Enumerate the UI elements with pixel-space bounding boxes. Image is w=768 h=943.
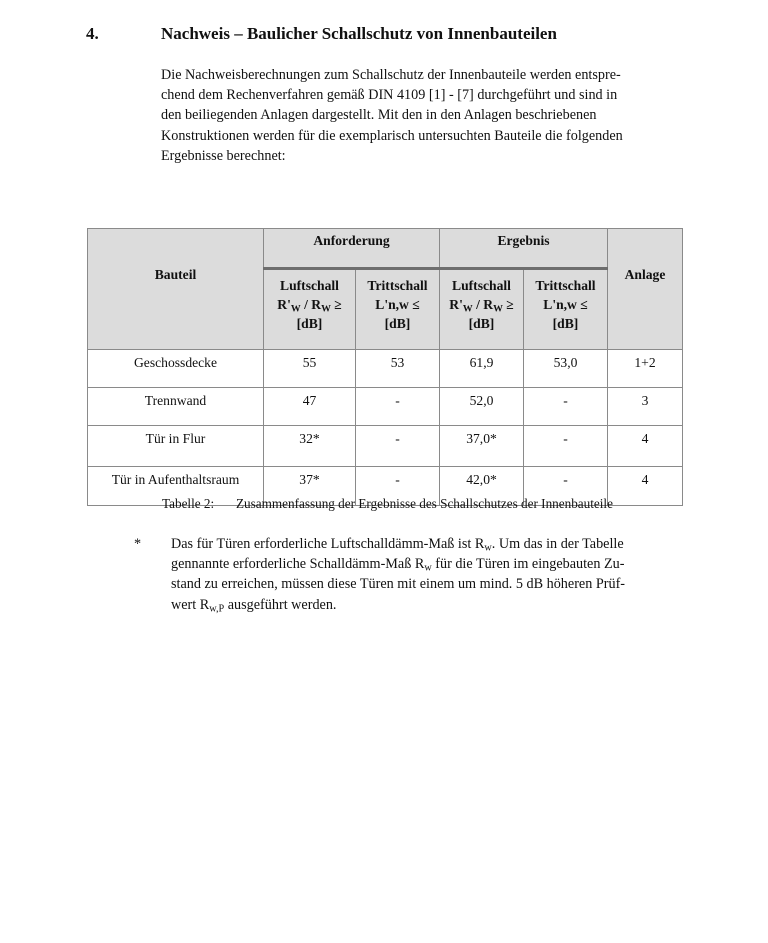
- intro-line: den beiliegenden Anlagen dargestellt. Mit den in den Anlagen beschriebenen: [161, 107, 597, 124]
- table-row: [88, 350, 683, 388]
- cell-bauteil: Tür in Aufenthaltsraum: [88, 467, 264, 506]
- cell-bauteil: Trennwand: [88, 388, 264, 426]
- cell-bauteil: Geschossdecke: [88, 350, 264, 388]
- header-anforderung: Anforderung: [264, 229, 440, 269]
- footnote-marker: *: [134, 536, 142, 552]
- intro-line: chend dem Rechenverfahren gemäß DIN 4109 [1] - [7] durchgeführt und sind in: [161, 87, 618, 104]
- footnote-line: wert $R_{w,P}$ ausgeführt werden.: [171, 596, 337, 615]
- cell-anf-luftschall: 32*: [264, 426, 356, 467]
- cell-anlage: 4: [608, 467, 683, 506]
- header-anlage: Anlage: [608, 229, 683, 350]
- header-anf-trittschall: [356, 269, 440, 350]
- header-trittschall-label: Trittschall: [367, 278, 428, 293]
- header-trittschall-unit: L'n,w ≤: [375, 297, 420, 312]
- table-caption: [162, 495, 613, 513]
- cell-erg-luftschall: 37,0*: [440, 426, 524, 467]
- section-title: Nachweis – Baulicher Schallschutz von Innenbauteilen: [161, 24, 557, 43]
- section-number: 4.: [86, 24, 99, 43]
- header-luftschall-unit: $R'_W / R_W$ ≥: [277, 297, 342, 315]
- caption-label: Tabelle 2:: [162, 496, 215, 511]
- intro-line: Ergebnisse berechnet:: [161, 147, 286, 164]
- cell-bauteil: Tür in Flur: [88, 426, 264, 467]
- intro-line: Konstruktionen werden für die exemplarisch untersuchten Bauteile die folgenden: [161, 127, 623, 144]
- footnote-line: Das für Türen erforderliche Luftschalldämm-Maß ist $R_w$. Um das in der Tabelle: [171, 536, 624, 554]
- header-luftschall-label: Luftschall: [452, 278, 511, 293]
- cell-anf-luftschall: 47: [264, 388, 356, 426]
- header-erg-trittschall: [524, 269, 608, 350]
- header-trittschall-unit: L'n,w ≤: [543, 297, 588, 312]
- cell-erg-trittschall: -: [524, 388, 608, 426]
- cell-anlage: 3: [608, 388, 683, 426]
- header-erg-luftschall: [440, 269, 524, 350]
- header-anf-luftschall: [264, 269, 356, 350]
- cell-erg-trittschall: -: [524, 467, 608, 506]
- cell-erg-luftschall: 42,0*: [440, 467, 524, 506]
- cell-anf-trittschall: -: [356, 426, 440, 467]
- header-trittschall-label: Trittschall: [535, 278, 596, 293]
- cell-anf-trittschall: 53: [356, 350, 440, 388]
- results-table: [87, 228, 683, 506]
- cell-anf-trittschall: -: [356, 467, 440, 506]
- header-luftschall-unit: $R'_W / R_W$ ≥: [449, 297, 514, 315]
- header-luftschall-label: Luftschall: [280, 278, 339, 293]
- cell-anf-luftschall: 37*: [264, 467, 356, 506]
- caption-text: Zusammenfassung der Ergebnisse des Schallschutzes der Innenbauteile: [236, 496, 613, 511]
- table-row: [88, 388, 683, 426]
- table-row: [88, 426, 683, 467]
- intro-paragraph: [161, 65, 681, 166]
- header-db-unit: [dB]: [384, 316, 411, 331]
- header-ergebnis: Ergebnis: [440, 229, 608, 269]
- header-db-unit: [dB]: [296, 316, 323, 331]
- table-header-row: [88, 229, 683, 269]
- header-db-unit: [dB]: [552, 316, 579, 331]
- footnote-line: gennannte erforderliche Schalldämm-Maß $R_w$ für die Türen im eingebauten Zu-: [171, 556, 625, 574]
- cell-anlage: 1+2: [608, 350, 683, 388]
- cell-anlage: 4: [608, 426, 683, 467]
- intro-line: Die Nachweisberechnungen zum Schallschutz der Innenbauteile werden entspre-: [161, 67, 621, 83]
- header-db-unit: [dB]: [468, 316, 495, 331]
- footnote-line: stand zu erreichen, müssen diese Türen mit einem um mind. 5 dB höheren Prüf-: [171, 576, 626, 593]
- cell-erg-luftschall: 61,9: [440, 350, 524, 388]
- cell-erg-trittschall: -: [524, 426, 608, 467]
- cell-erg-trittschall: 53,0: [524, 350, 608, 388]
- cell-anf-luftschall: 55: [264, 350, 356, 388]
- cell-anf-trittschall: -: [356, 388, 440, 426]
- cell-erg-luftschall: 52,0: [440, 388, 524, 426]
- footnote-text: [171, 534, 691, 615]
- header-bauteil: Bauteil: [88, 229, 264, 350]
